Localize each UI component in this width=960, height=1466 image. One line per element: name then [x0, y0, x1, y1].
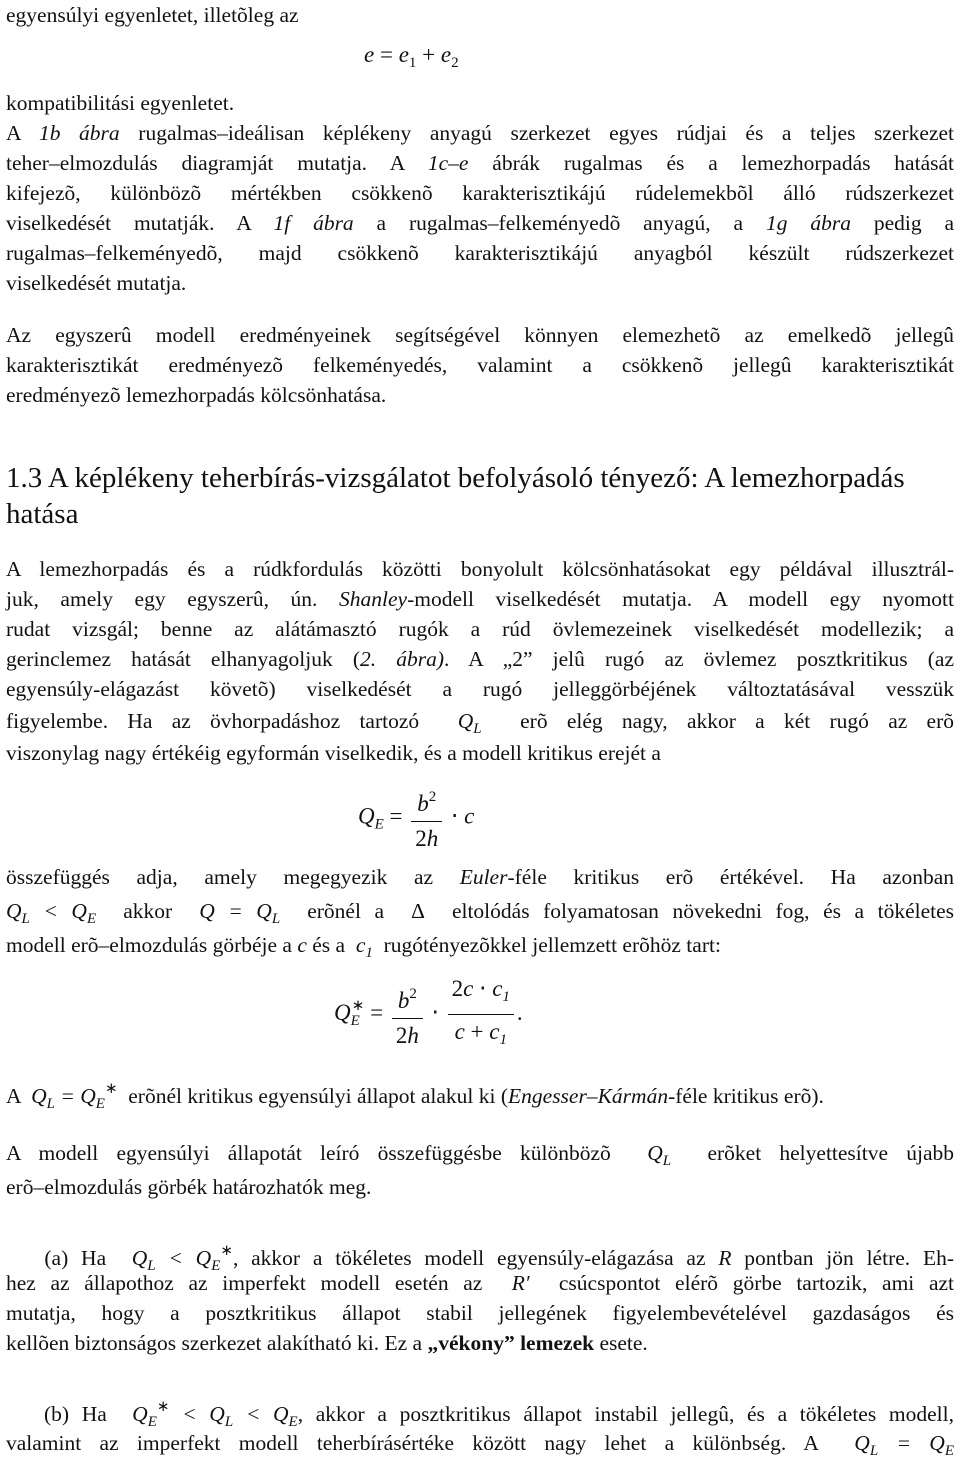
- text-line: (b) Ha $Q_E^∗ < Q_L < Q_E$, akkor a posztkritikus állapot instabil jellegû, és a tökéletes modell,: [6, 1399, 954, 1430]
- equation-compatibility: $e = e_1 + e_2$: [364, 42, 459, 71]
- text-line: (a) Ha $Q_L < Q_E^∗$, akkor a tökéletes modell egyensúly-elágazása az R pontban jön létre. Eh-: [6, 1243, 954, 1274]
- text-line: A lemezhorpadás és a rúdkfordulás közötti bonyolult kölcsönhatásokat egy példával illusztrál-: [6, 557, 954, 581]
- text-line: kifejezõ, különbözõ mértékben csökkenõ karakterisztikájú rúdelemekbõl álló rúdszerkezet: [6, 181, 954, 205]
- text-line: A 1b ábra rugalmas–ideálisan képlékeny anyagú szerkezet egyes rúdjai és a teljes szerkezet: [6, 121, 955, 145]
- text-line: $Q_L < Q_E$ akkor $Q = Q_L$ erõnél a Δ eltolódás folyamatosan növekedni fog, és a tökéletes: [6, 899, 955, 927]
- text-line: rudat vizsgál; benne az alátámasztó rugók a rúd övlemezeinek viselkedését modellezik; a: [6, 617, 954, 641]
- section-heading-cont: hatása: [6, 498, 79, 530]
- text-line: valamint az imperfekt modell teherbírásértéke között nagy lehet a különbség. A $Q_L = Q_E$: [6, 1431, 954, 1459]
- text-line: eredményezõ lemezhorpadás kölcsönhatása.: [6, 383, 387, 407]
- text-line: karakterisztikát eredményezõ felkeményedés, valamint a csökkenõ jellegû karakterisztikát: [6, 353, 954, 377]
- text-line: juk, amely egy egyszerû, ún. Shanley-modell viselkedését mutatja. A modell egy nyomott: [6, 587, 955, 611]
- equation-euler: $Q_E$ = $\frac{b^2}{2h}$ ⋅ c: [358, 780, 474, 856]
- text-line: Az egyszerû modell eredményeinek segítségével könnyen elemezhetõ az emelkedõ jellegû: [6, 323, 954, 347]
- text-line: viszonylag nagy értékéig egyformán viselkedik, és a modell kritikus erejét a: [6, 741, 661, 765]
- section-heading: 1.3 A képlékeny teherbírás-vizsgálatot befolyásoló tényező: A lemezhorpadás: [6, 462, 905, 494]
- text-line: modell erõ–elmozdulás görbéje a c és a $c_1$ rugótényezõkkel jellemzett erõhöz tart:: [6, 933, 721, 961]
- text-line: viselkedését mutatja.: [6, 271, 187, 295]
- text-line: teher–elmozdulás diagramját mutatja. A 1c–e ábrák rugalmas és a lemezhorpadás hatását: [6, 151, 955, 175]
- text-line: erõ–elmozdulás görbék határozhatók meg.: [6, 1175, 372, 1199]
- text-line: összefüggés adja, amely megegyezik az Euler-féle kritikus erõ értékével. Ha azonban: [6, 865, 954, 889]
- equation-engesser: $Q_E^∗$ = $\frac{b^2}{2h}$ ⋅ $\frac{2c \cdot c_1}{c + c_1}$ .: [334, 972, 523, 1057]
- text-line: figyelembe. Ha az övhorpadáshoz tartozó $Q_L$ erõ elég nagy, akkor a két rugó az erõ: [6, 709, 954, 737]
- text-line: hez az állapothoz az imperfekt modell esetén az R′ csúcspontot elérõ görbe tartozik, ami azt: [6, 1271, 954, 1295]
- text-line: egyensúlyi egyenletet, illetõleg az: [6, 3, 299, 27]
- text-line: A modell egyensúlyi állapotát leíró összefüggésbe különbözõ $Q_L$ erõket helyettesítve újabb: [6, 1141, 955, 1169]
- text-line: A $Q_L = Q_E^∗$ erõnél kritikus egyensúlyi állapot alakul ki (Engesser–Kármán-féle kritikus erõ).: [6, 1081, 824, 1112]
- text-line: kellõen biztonságos szerkezet alakítható ki. Ez a „vékony” lemezek esete.: [6, 1331, 648, 1355]
- text-line: viselkedését mutatják. A 1f ábra a rugalmas–felkeményedõ anyagú, a 1g ábra pedig a: [6, 211, 955, 235]
- text-line: rugalmas–felkeményedõ, majd csökkenõ karakterisztikájú anyagból készült rúdszerkezet: [6, 241, 954, 265]
- text-line: mutatja, hogy a posztkritikus állapot stabil jellegének figyelembevételével gazdaságos és: [6, 1301, 954, 1325]
- text-line: kompatibilitási egyenletet.: [6, 91, 235, 115]
- text-line: egyensúly-elágazást követõ) viselkedését a rugó jelleggörbéjének változtatásával vesszük: [6, 677, 954, 701]
- text-line: gerinclemez hatását elhanyagoljuk (2. ábra). A „2” jelû rugó az övlemez posztkritikus (az: [6, 647, 954, 671]
